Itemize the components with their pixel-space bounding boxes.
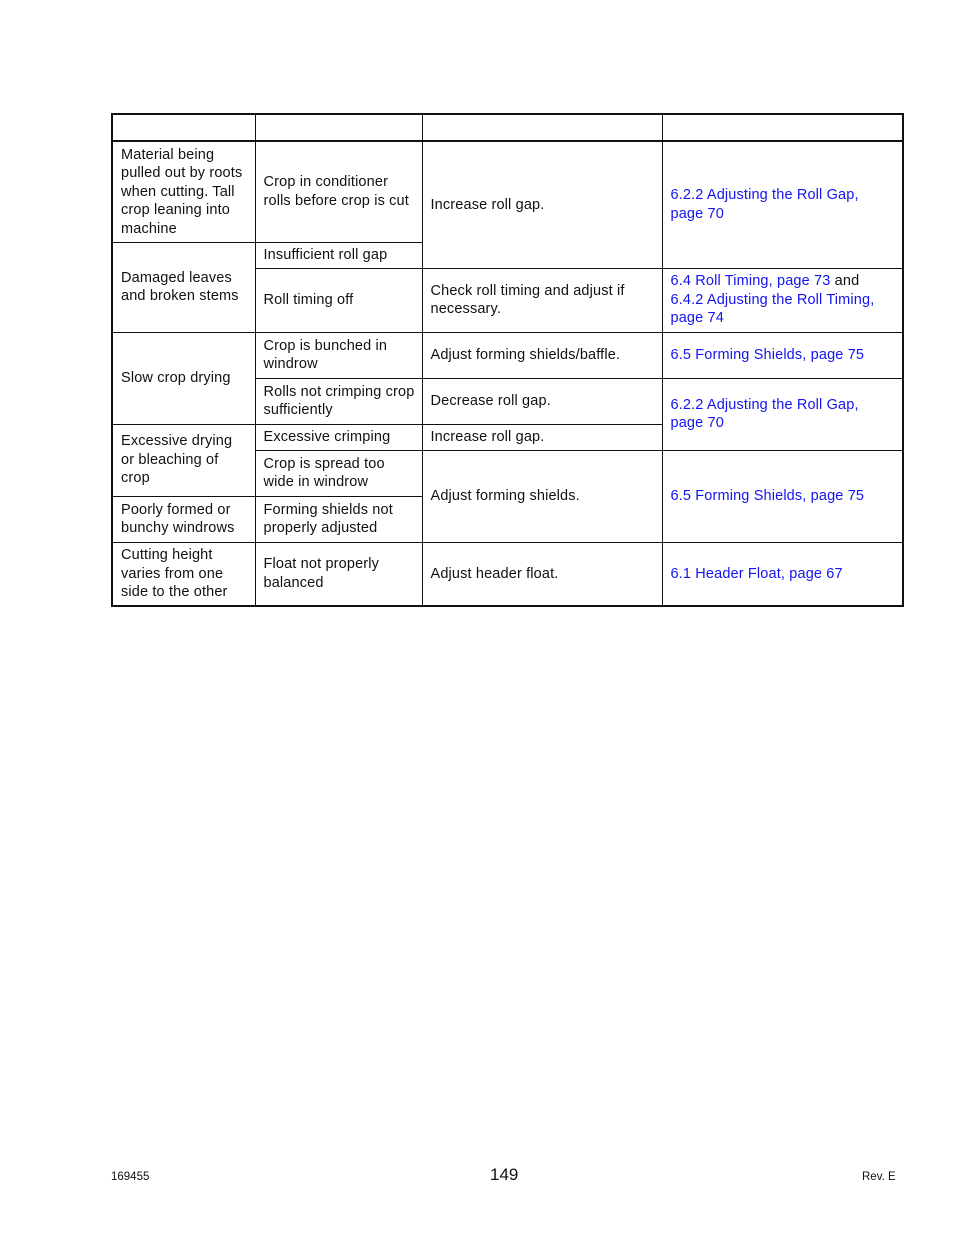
- problem-cell: Excessive crimping: [255, 424, 422, 450]
- reference-cell: [662, 141, 903, 268]
- reference-link[interactable]: 6.2.2 Adjusting the Roll Gap, page 70: [670, 187, 859, 222]
- table-row: [112, 542, 903, 606]
- header-cell-solution: [422, 114, 662, 141]
- reference-cell: [662, 378, 903, 450]
- reference-link[interactable]: 6.4.2 Adjusting the Roll Timing, page 74: [670, 291, 875, 327]
- symptom-cell: Material being pulled out by roots when cutting. Tall crop leaning into machine: [112, 141, 255, 242]
- solution-cell: Check roll timing and adjust if necessary.: [422, 268, 662, 332]
- header-cell-symptom: [112, 114, 255, 141]
- symptom-cell: Damaged leaves and broken stems: [112, 242, 255, 332]
- reference-cell: [662, 268, 903, 332]
- table-header-row: [112, 114, 903, 141]
- solution-cell: Increase roll gap.: [422, 141, 662, 268]
- header-cell-problem: [255, 114, 422, 141]
- solution-cell: Adjust header float.: [422, 542, 662, 606]
- reference-cell: [662, 542, 903, 606]
- table-row: [112, 332, 903, 378]
- reference-conjunction: and: [834, 273, 860, 290]
- reference-cell: [662, 450, 903, 542]
- solution-cell: Decrease roll gap.: [422, 378, 662, 424]
- troubleshooting-table: [111, 113, 904, 607]
- symptom-cell: Cutting height varies from one side to the other: [112, 542, 255, 606]
- revision-label: Rev. E: [862, 1171, 896, 1183]
- solution-cell: Increase roll gap.: [422, 424, 662, 450]
- reference-link[interactable]: 6.4 Roll Timing, page 73: [670, 273, 831, 290]
- problem-cell: Forming shields not properly adjusted: [255, 496, 422, 542]
- symptom-cell: Poorly formed or bunchy windrows: [112, 496, 255, 542]
- problem-cell: Crop is spread too wide in windrow: [255, 450, 422, 496]
- problem-cell: Crop in conditioner rolls before crop is cut: [255, 141, 422, 242]
- symptom-cell: Excessive drying or bleaching of crop: [112, 424, 255, 496]
- solution-cell: Adjust forming shields.: [422, 450, 662, 542]
- reference-link[interactable]: 6.2.2 Adjusting the Roll Gap, page 70: [670, 396, 859, 431]
- header-cell-reference: [662, 114, 903, 141]
- problem-cell: Insufficient roll gap: [255, 242, 422, 268]
- table-row: [112, 141, 903, 242]
- reference-cell: [662, 332, 903, 378]
- problem-cell: Float not properly balanced: [255, 542, 422, 606]
- reference-link[interactable]: 6.5 Forming Shields, page 75: [670, 487, 865, 504]
- solution-cell: Adjust forming shields/baffle.: [422, 332, 662, 378]
- problem-cell: Rolls not crimping crop sufficiently: [255, 378, 422, 424]
- reference-link[interactable]: 6.1 Header Float, page 67: [670, 565, 843, 582]
- symptom-cell: Slow crop drying: [112, 332, 255, 424]
- problem-cell: Crop is bunched in windrow: [255, 332, 422, 378]
- page-number: 149: [490, 1165, 519, 1184]
- reference-link[interactable]: 6.5 Forming Shields, page 75: [670, 346, 865, 363]
- document-number: 169455: [111, 1171, 150, 1183]
- problem-cell: Roll timing off: [255, 268, 422, 332]
